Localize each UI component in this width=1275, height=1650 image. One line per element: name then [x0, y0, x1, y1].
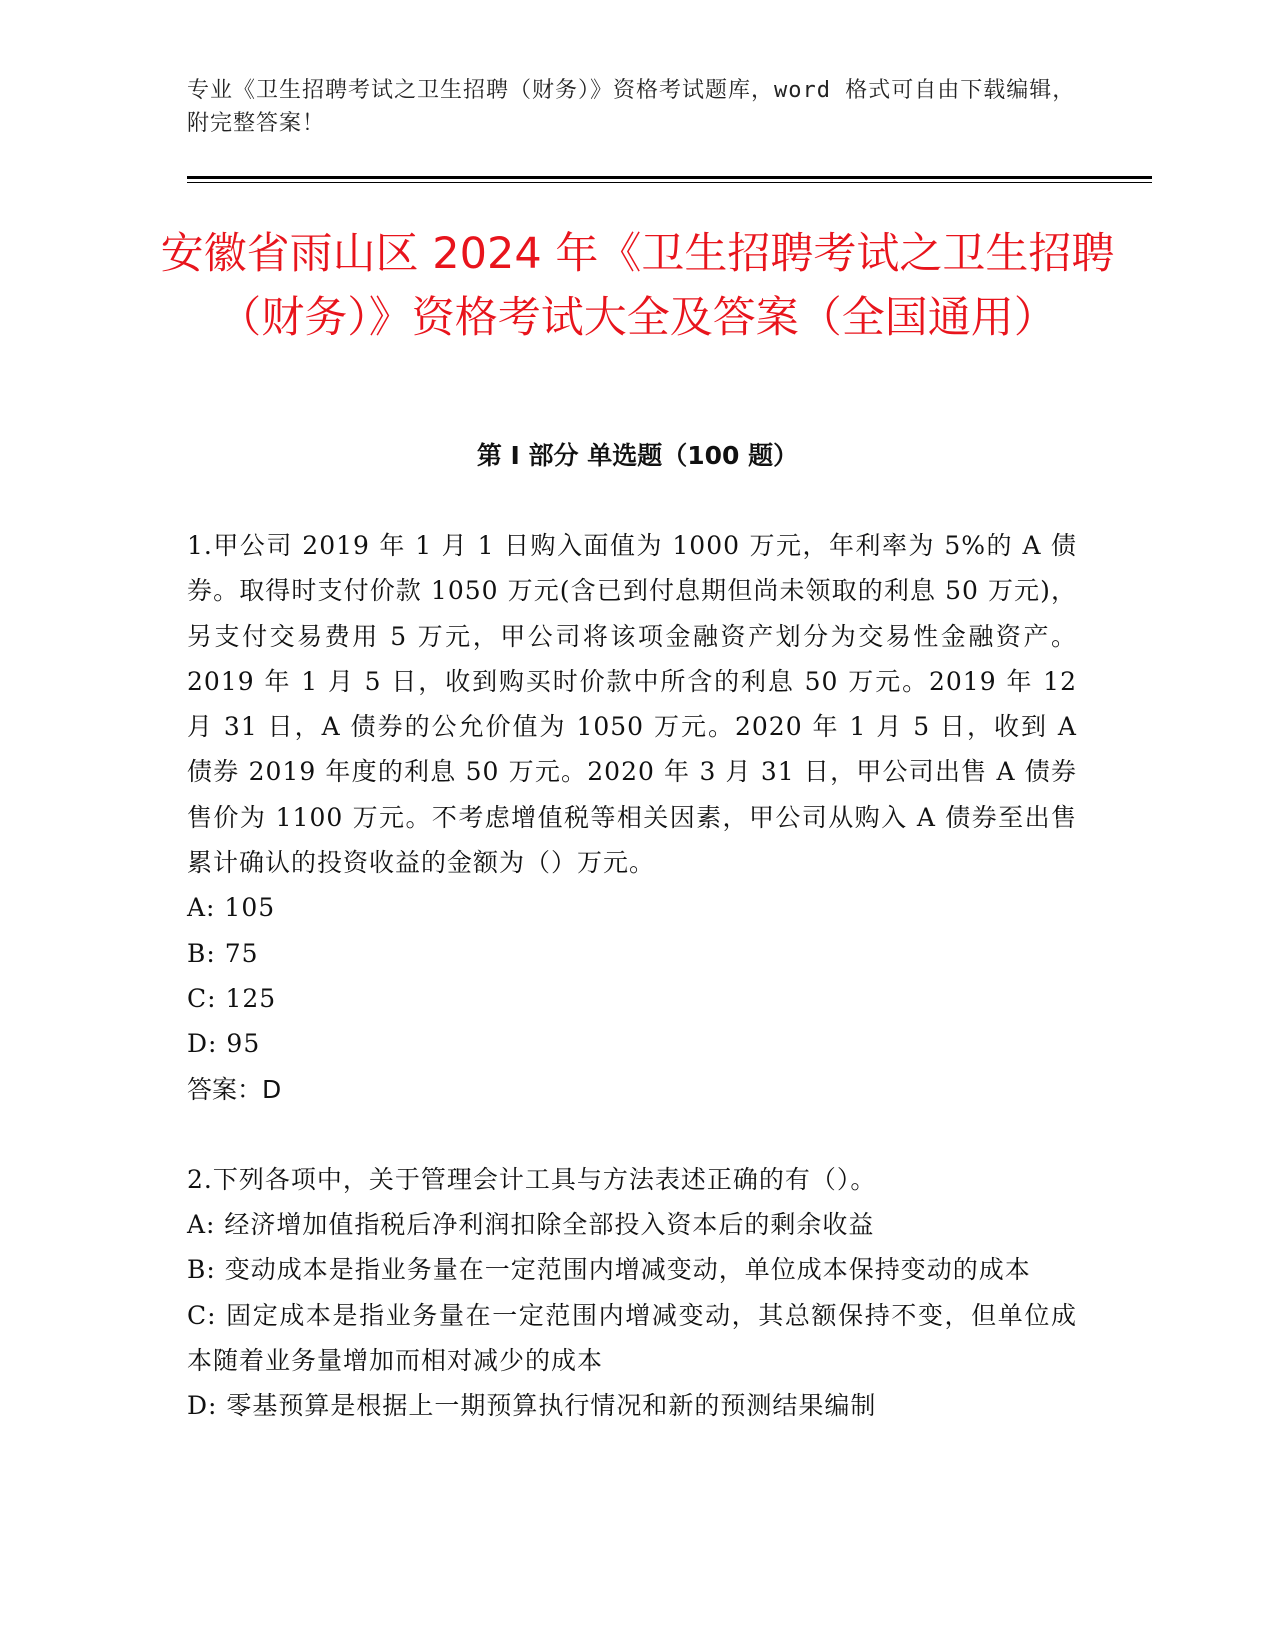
question-text: 1.甲公司 2019 年 1 月 1 日购入面值为 1000 万元，年利率为 5%的 A 债券。取得时支付价款 1050 万元(含已到付息期但尚未领取的利息 50 万元)，另支付交易费用 5 万元，甲公司将该项金融资产划分为交易性金融资产。2019 年 1 月 5 日，收到购买时价款中所含的利息 50 万元。2019 年 12 月 31 日，A 债券的公允价值为 1050 万元。2020 年 1 月 5 日，收到 A 债券 2019 年度的利息 50 万元。2020 年 3 月 31 日，甲公司出售 A 债券售价为 1100 万元。不考虑增值税等相关因素，甲公司从购入 A 债券至出售累计确认的投资收益的金额为（）万元。 — [187, 531, 1077, 878]
question-2 — [187, 1157, 1077, 1429]
option-c: C: 125 — [187, 983, 277, 1013]
question-list — [187, 523, 1077, 1429]
header-rule-thin — [187, 182, 1152, 183]
option-b: B: 75 — [187, 938, 259, 968]
option-d: D: 零基预算是根据上一期预算执行情况和新的预测结果编制 — [187, 1391, 877, 1421]
option-b: B: 变动成本是指业务量在一定范围内增减变动，单位成本保持变动的成本 — [187, 1255, 1031, 1285]
option-a: A: 105 — [187, 893, 276, 923]
option-c: C: 固定成本是指业务量在一定范围内增减变动，其总额保持不变，但单位成本随着业务量增加而相对减少的成本 — [187, 1300, 1077, 1376]
header-rule-thick — [187, 176, 1152, 179]
question-1 — [187, 523, 1077, 1112]
part-heading: 第 I 部分 单选题（100 题） — [476, 441, 799, 470]
option-a: A: 经济增加值指税后净利润扣除全部投入资本后的剩余收益 — [187, 1210, 875, 1240]
document-title: 安徽省雨山区 2024 年《卫生招聘考试之卫生招聘（财务）》资格考试大全及答案（全国通用） — [160, 229, 1115, 343]
option-d: D: 95 — [187, 1029, 261, 1059]
question-text: 2.下列各项中，关于管理会计工具与方法表述正确的有（）。 — [187, 1164, 877, 1194]
question-spacer — [187, 1112, 1077, 1157]
header-note: 专业《卫生招聘考试之卫生招聘（财务）》资格考试题库，word 格式可自由下载编辑，附完整答案！ — [187, 78, 1076, 136]
answer: 答案：D — [187, 1074, 282, 1104]
